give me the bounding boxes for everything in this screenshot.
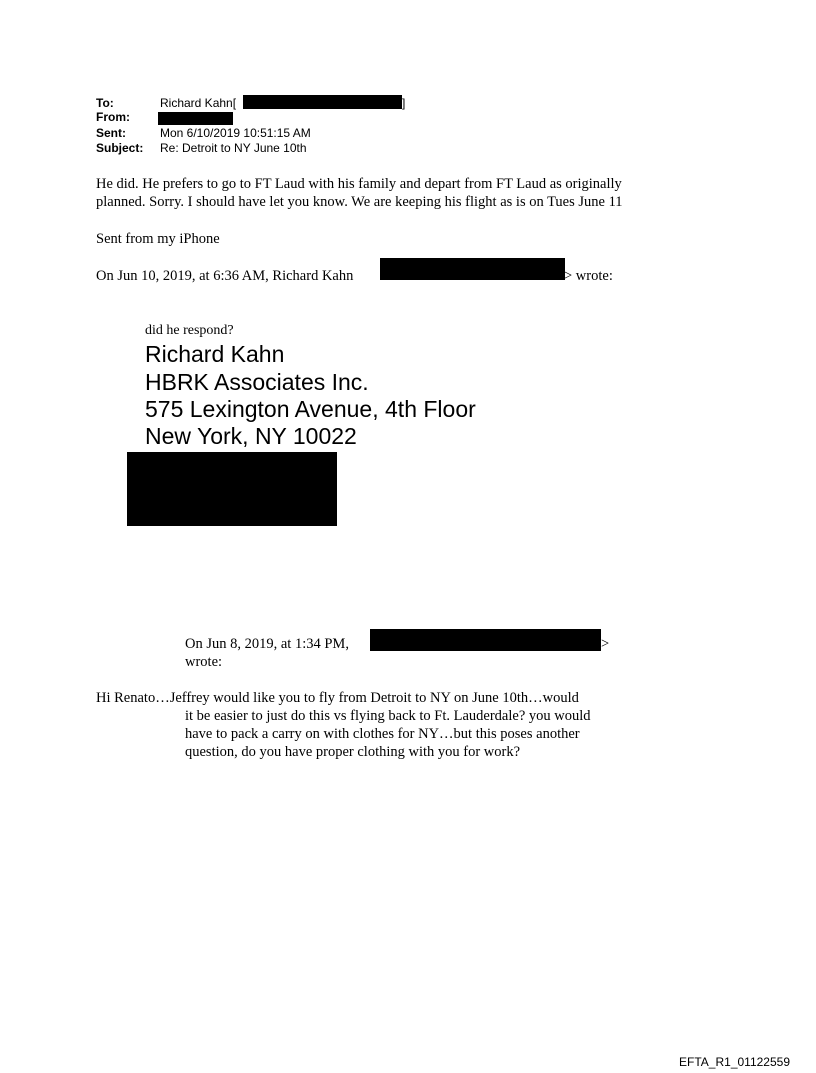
quote2-line-3: have to pack a carry on with clothes for NY…but this poses another (185, 726, 580, 742)
to-close-bracket: ] (402, 96, 406, 110)
redaction-from (158, 112, 233, 125)
subject-value: Re: Detroit to NY June 10th (160, 141, 307, 155)
quote2-line-2: it be easier to just do this vs flying back to Ft. Lauderdale? you would (185, 708, 591, 724)
quote2-line-4: question, do you have proper clothing with you for work? (185, 744, 521, 760)
redaction-quote2-email (370, 629, 601, 651)
sent-value: Mon 6/10/2019 10:51:15 AM (160, 126, 311, 140)
reply-line-2: planned. Sorry. I should have let you know. We are keeping his flight as is on Tues June 11 (96, 194, 623, 210)
redaction-signature-block (127, 452, 337, 526)
quote2-gt: > (601, 636, 610, 652)
sent-from-iphone: Sent from my iPhone (96, 231, 220, 247)
document-id: EFTA_R1_01122559 (679, 1055, 790, 1069)
redaction-to-email (243, 95, 402, 109)
quote1-wrote: > wrote: (564, 268, 613, 284)
quote1-text: did he respond? (145, 323, 234, 338)
signature-company: HBRK Associates Inc. (145, 369, 369, 395)
signature-address: 575 Lexington Avenue, 4th Floor (145, 396, 476, 422)
reply-line-1: He did. He prefers to go to FT Laud with his family and depart from FT Laud as originally (96, 176, 622, 192)
sent-label: Sent: (96, 126, 126, 140)
signature-city: New York, NY 10022 (145, 423, 357, 449)
from-label: From: (96, 110, 130, 124)
redaction-quote1-email (380, 258, 565, 280)
quote2-wrote: wrote: (185, 654, 223, 670)
to-value: Richard Kahn[ (160, 96, 237, 110)
to-label: To: (96, 96, 114, 110)
quote1-intro: On Jun 10, 2019, at 6:36 AM, Richard Kahn (96, 268, 354, 284)
quote2-intro: On Jun 8, 2019, at 1:34 PM, (185, 636, 349, 652)
quote2-line-1: Hi Renato…Jeffrey would like you to fly from Detroit to NY on June 10th…would (96, 690, 579, 706)
subject-label: Subject: (96, 141, 144, 155)
signature-name: Richard Kahn (145, 341, 285, 367)
